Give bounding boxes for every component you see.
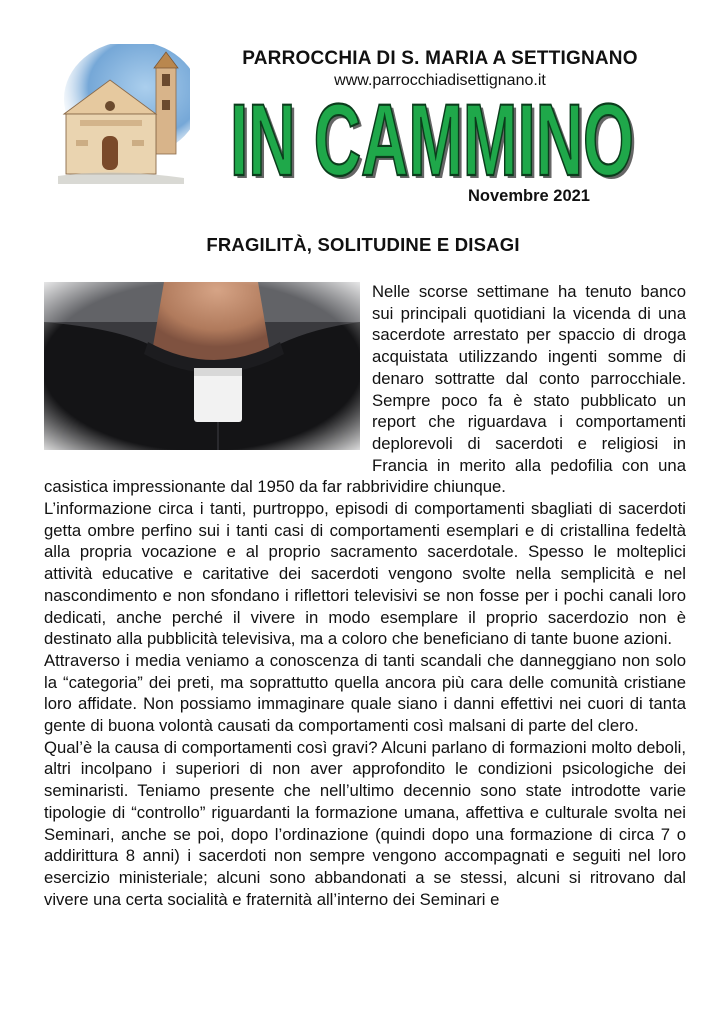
article-title: FRAGILITÀ, SOLITUDINE E DISAGI [206, 234, 520, 255]
article-body [44, 281, 686, 910]
website-url: www.parrocchiadisettignano.it [334, 72, 546, 89]
article-paragraph: L’informazione circa i tanti, purtroppo, episodi di comportamenti sbagliati di sacerdoti getta ombre perfino sui i tanti casi di comportamenti esemplari e di cristallina fedeltà alla propria vocazione e al proprio sacramento sacerdotale. Spesso le molteplici attività educative e caritative dei sacerdoti vengono svolte nella semplicità e nel nascondimento e non sfondano i riflettori televisivi se non fosse per i pochi canali loro dedicati, anche perché il vivere in modo esemplare il proprio sacerdozio non è destinato alla pubblicità televisiva, ma a coloro che beneficiano di tante buone azioni. [44, 499, 686, 649]
article-paragraph: Attraverso i media veniamo a conoscenza di tanti scandali che danneggiano non solo la “categoria” dei preti, ma soprattutto quella ancora più cara delle comunità cristiane loro affidate. Non possiamo immaginare quale siano i danni effettivi nei cuori di tanta gente di buona volontà causati da comportamenti così malsani di parte del clero. [44, 650, 686, 736]
masthead-shadow: IN CAMMINO [233, 92, 637, 184]
article-paragraph: Qual’è la causa di comportamenti così gravi? Alcuni parlano di formazioni molto deboli, altri incolpano i superiori di non aver approfondito le condizioni psicologiche dei seminaristi. Teniamo presente che nell’ultimo decennio sono state introdotte varie tipologie di “controllo” riguardanti la formazione umana, affettiva e culturale svolta nei Seminari, anche se poi, dopo l’ordinazione (quindi dopo una formazione di circa 7 o addirittura 8 anni) i sacerdoti non sempre vengono accompagnati e seguiti nel loro esercizio ministeriale; alcuni sono abbandonati a se stessi, alcuni si ritrovano dal vivere una certa socialità e fraternità all’interno dei Seminari e [44, 737, 686, 909]
photo-wrap-spacer [44, 281, 372, 455]
parish-name: PARROCCHIA DI S. MARIA A SETTIGNANO [242, 48, 638, 69]
issue-date: Novembre 2021 [468, 187, 590, 205]
church-logo [52, 44, 190, 184]
article-paragraph: Nelle scorse settimane ha tenuto banco sui principali quotidiani la vicenda di una sacerdote arrestato per spaccio di droga acquistata utilizzando ingenti somme di denaro sottratte dal conto parrocchiale. Sempre poco fa è stato pubblicato un report che riguardava i comportamenti deplorevoli di sacerdoti e religiosi in Francia in merito alla pedofilia con una casistica impressionante dal 1950 da far rabbrividire chiunque. [44, 282, 686, 497]
masthead-text: IN CAMMINO [230, 92, 634, 184]
masthead-title [212, 92, 652, 184]
